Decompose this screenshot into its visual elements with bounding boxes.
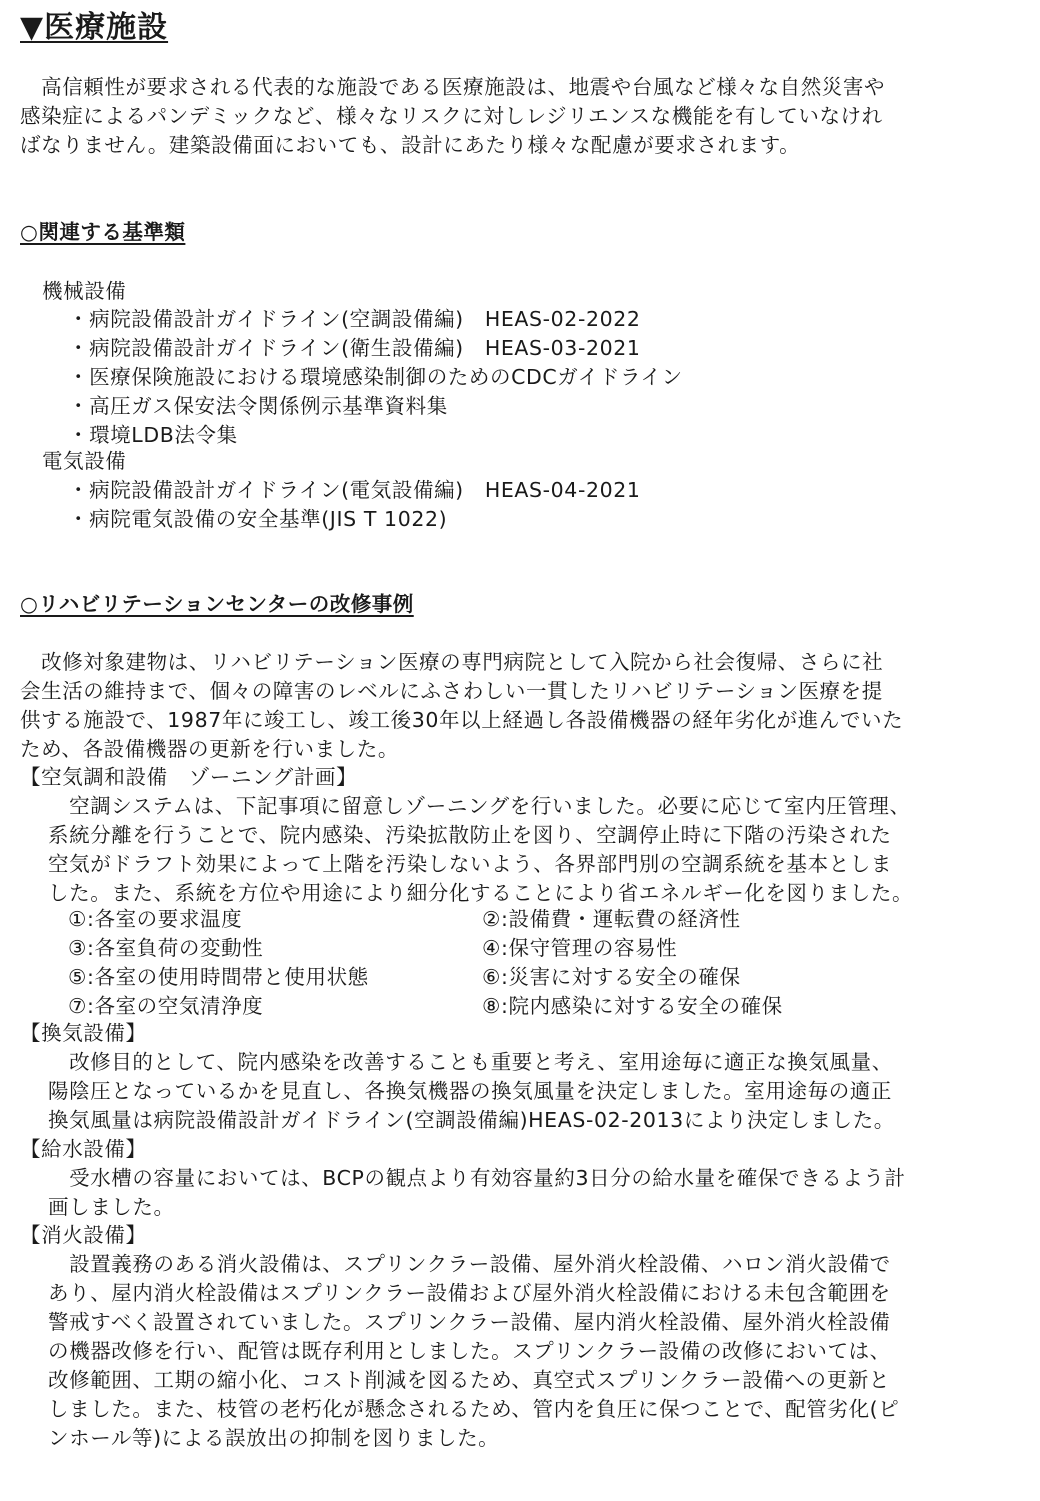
zoning-points — [68, 905, 968, 1021]
zoning-point: ③:各室負荷の変動性 — [68, 936, 264, 960]
case-intro-line: ため、各設備機器の更新を行いました。 — [20, 737, 399, 761]
fire-paragraph — [48, 1250, 899, 1453]
fire-line: あり、屋内消火栓設備はスプリンクラー設備および屋外消火栓設備における未包含範囲を — [48, 1281, 891, 1305]
intro-line: ばなりません。建築設備面においても、設計にあたり様々な配慮が要求されます。 — [20, 133, 801, 157]
list-item: ・病院設備設計ガイドライン(電気設備編) HEAS-04-2021 — [68, 478, 641, 502]
fire-line: 設置義務のある消火設備は、スプリンクラー設備、屋外消火栓設備、ハロン消火設備で — [48, 1252, 891, 1276]
hvac-paragraph — [48, 792, 913, 908]
hvac-heading: 【空気調和設備 ゾーニング計画】 — [20, 765, 358, 789]
zoning-point: ⑥:災害に対する安全の確保 — [482, 965, 741, 989]
page-title: ▼医療施設 — [20, 10, 169, 45]
zoning-point: ④:保守管理の容易性 — [482, 936, 678, 960]
ventilation-heading: 【換気設備】 — [20, 1021, 147, 1045]
zoning-point: ①:各室の要求温度 — [68, 907, 243, 931]
list-item: ・高圧ガス保安法令関係例示基準資料集 — [68, 394, 448, 418]
case-heading: ○リハビリテーションセンターの改修事例 — [20, 592, 414, 616]
hvac-line: 空調システムは、下記事項に留意しゾーニングを行いました。必要に応じて室内圧管理、 — [48, 794, 911, 818]
water-supply-line: 受水槽の容量においては、BCPの観点より有効容量約3日分の給水量を確保できるよう計 — [48, 1166, 906, 1190]
zoning-point: ②:設備費・運転費の経済性 — [482, 907, 741, 931]
list-item: ・病院設備設計ガイドライン(空調設備編) HEAS-02-2022 — [68, 307, 641, 331]
zoning-point: ⑦:各室の空気清浄度 — [68, 994, 264, 1018]
fire-line: 改修範囲、工期の縮小化、コスト削減を図るため、真空式スプリンクラー設備への更新と — [48, 1368, 890, 1392]
water-supply-heading: 【給水設備】 — [20, 1137, 147, 1161]
standards-heading: ○関連する基準類 — [20, 220, 186, 244]
list-item: ・病院設備設計ガイドライン(衛生設備編) HEAS-03-2021 — [68, 336, 641, 360]
hvac-line: した。また、系統を方位や用途により細分化することにより省エネルギー化を図りました。 — [48, 881, 914, 905]
ventilation-paragraph — [48, 1048, 895, 1135]
intro-paragraph — [20, 73, 885, 160]
hvac-line: 系統分離を行うことで、院内感染、汚染拡散防止を図り、空調停止時に下階の汚染された — [48, 823, 892, 847]
case-intro-line: 供する施設で、1987年に竣工し、竣工後30年以上経過し各設備機器の経年劣化が進んでいた — [20, 708, 904, 732]
mechanical-standards-list — [68, 305, 683, 450]
fire-line: の機器改修を行い、配管は既存利用としました。スプリンクラー設備の改修においては、 — [48, 1339, 891, 1363]
hvac-line: 空気がドラフト効果によって上階を汚染しないよう、各界部門別の空調系統を基本としま — [48, 852, 892, 876]
list-item: ・医療保険施設における環境感染制御のためのCDCガイドライン — [68, 365, 683, 389]
list-item: ・環境LDB法令集 — [68, 423, 238, 447]
case-intro-line: 会生活の維持まで、個々の障害のレベルにふさわしい一貫したリハビリテーション医療を提 — [20, 679, 883, 703]
case-intro-line: 改修対象建物は、リハビリテーション医療の専門病院として入院から社会復帰、さらに社 — [20, 650, 884, 674]
ventilation-line: 換気風量は病院設備設計ガイドライン(空調設備編)HEAS-02-2013により決定しました。 — [48, 1108, 895, 1132]
fire-line: 警戒すべく設置されていました。スプリンクラー設備、屋内消火栓設備、屋外消火栓設備 — [48, 1310, 891, 1334]
fire-heading: 【消火設備】 — [20, 1223, 147, 1247]
mechanical-label: 機械設備 — [42, 279, 127, 303]
electrical-standards-list — [68, 476, 641, 534]
case-intro-paragraph — [20, 648, 903, 764]
list-item: ・病院電気設備の安全基準(JIS T 1022) — [68, 507, 448, 531]
zoning-point: ⑤:各室の使用時間帯と使用状態 — [68, 965, 369, 989]
ventilation-line: 陽陰圧となっているかを見直し、各換気機器の換気風量を決定しました。室用途毎の適正 — [48, 1079, 892, 1103]
water-supply-line: 画しました。 — [48, 1195, 175, 1219]
electrical-label: 電気設備 — [42, 449, 127, 473]
ventilation-line: 改修目的として、院内感染を改善することも重要と考え、室用途毎に適正な換気風量、 — [48, 1050, 893, 1074]
water-supply-paragraph — [48, 1164, 906, 1222]
intro-line: 高信頼性が要求される代表的な施設である医療施設は、地震や台風など様々な自然災害や — [20, 75, 886, 99]
intro-line: 感染症によるパンデミックなど、様々なリスクに対しレジリエンスな機能を有していなけれ — [20, 104, 883, 128]
fire-line: しました。また、枝管の老朽化が懸念されるため、管内を負圧に保つことで、配管劣化(ピ — [48, 1397, 900, 1421]
zoning-point: ⑧:院内感染に対する安全の確保 — [482, 994, 783, 1018]
fire-line: ンホール等)による誤放出の抑制を図りました。 — [48, 1426, 500, 1450]
